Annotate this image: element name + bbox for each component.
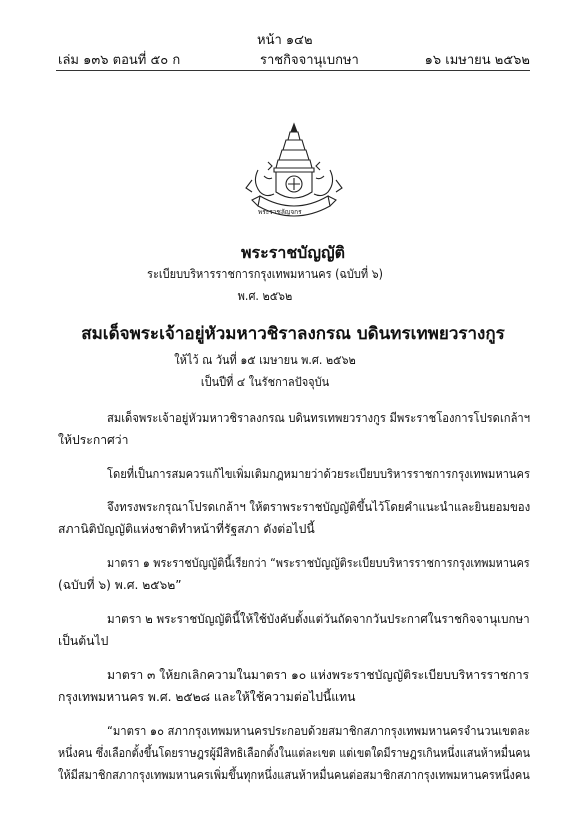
act-year: พ.ศ. ๒๕๖๒	[237, 289, 293, 303]
gazette-name: ราชกิจจานุเบกษา	[260, 53, 359, 68]
section-10-line: หนึ่งคน ซึ่งเลือกตั้งขึ้นโดยราษฎรผู้มีสิทธิเลือกตั้งในแต่ละเขต แต่เขตใดมีราษฎรเกินหนึ่งแสนห้าหมื่นคน	[58, 746, 530, 760]
king-name: สมเด็จพระเจ้าอยู่หัวมหาวชิราลงกรณ บดินทรเทพยวรางกูร	[81, 324, 505, 344]
section-2-line: มาตรา ๒ พระราชบัญญัตินี้ให้ใช้บังคับตั้งแต่วันถัดจากวันประกาศในราชกิจจานุเบกษา	[107, 612, 530, 626]
emblem-ribbon-text: พระราชลัญจกร	[258, 208, 302, 216]
section-2-line: เป็นต้นไป	[58, 634, 109, 648]
act-title: พระราชบัญญัติ	[241, 243, 345, 262]
reign-year: เป็นปีที่ ๔ ในรัชกาลปัจจุบัน	[200, 375, 330, 389]
given-date: ให้ไว้ ณ วันที่ ๑๕ เมษายน พ.ศ. ๒๕๖๒	[174, 353, 356, 367]
preamble-line: ให้ประกาศว่า	[58, 433, 129, 447]
enactment-line: สภานิติบัญญัติแห่งชาติทำหน้าที่รัฐสภา ดังต่อไปนี้	[58, 522, 315, 536]
preamble-line: สมเด็จพระเจ้าอยู่หัวมหาวชิราลงกรณ บดินทรเทพยวรางกูร มีพระราชโองการโปรดเกล้าฯ	[107, 411, 531, 425]
section-1-line: มาตรา ๑ พระราชบัญญัตินี้เรียกว่า “พระราชบัญญัติระเบียบบริหารราชการกรุงเทพมหานคร	[107, 556, 530, 570]
act-subtitle: ระเบียบบริหารราชการกรุงเทพมหานคร (ฉบับที่ ๖)	[147, 267, 383, 281]
section-3-line: กรุงเทพมหานคร พ.ศ. ๒๕๒๘ และให้ใช้ความต่อไปนี้แทน	[58, 690, 356, 704]
section-1-line: (ฉบับที่ ๖) พ.ศ. ๒๕๖๒”	[58, 578, 182, 592]
section-10-line: ให้มีสมาชิกสภากรุงเทพมหานครเพิ่มขึ้นทุกหนึ่งแสนห้าหมื่นคนต่อสมาชิกสภากรุงเทพมหานครหนึ่งคน	[58, 768, 530, 782]
volume-issue: เล่ม ๑๓๖ ตอนที่ ๕๐ ก	[58, 53, 181, 68]
publication-date: ๑๖ เมษายน ๒๕๖๒	[424, 53, 530, 68]
whereas-line: โดยที่เป็นการสมควรแก้ไขเพิ่มเติมกฎหมายว่าด้วยระเบียบบริหารราชการกรุงเทพมหานคร	[107, 467, 530, 481]
enactment-line: จึงทรงพระกรุณาโปรดเกล้าฯ ให้ตราพระราชบัญญัติขึ้นไว้โดยคำแนะนำและยินยอมของ	[107, 500, 531, 514]
section-3-line: มาตรา ๓ ให้ยกเลิกความในมาตรา ๑๐ แห่งพระราชบัญญัติระเบียบบริหารราชการ	[107, 668, 530, 682]
header-divider	[56, 70, 530, 71]
page-number: หน้า ๑๔๒	[257, 33, 313, 48]
section-10-line: “มาตรา ๑๐ สภากรุงเทพมหานครประกอบด้วยสมาชิกสภากรุงเทพมหานครจำนวนเขตละ	[107, 724, 531, 738]
